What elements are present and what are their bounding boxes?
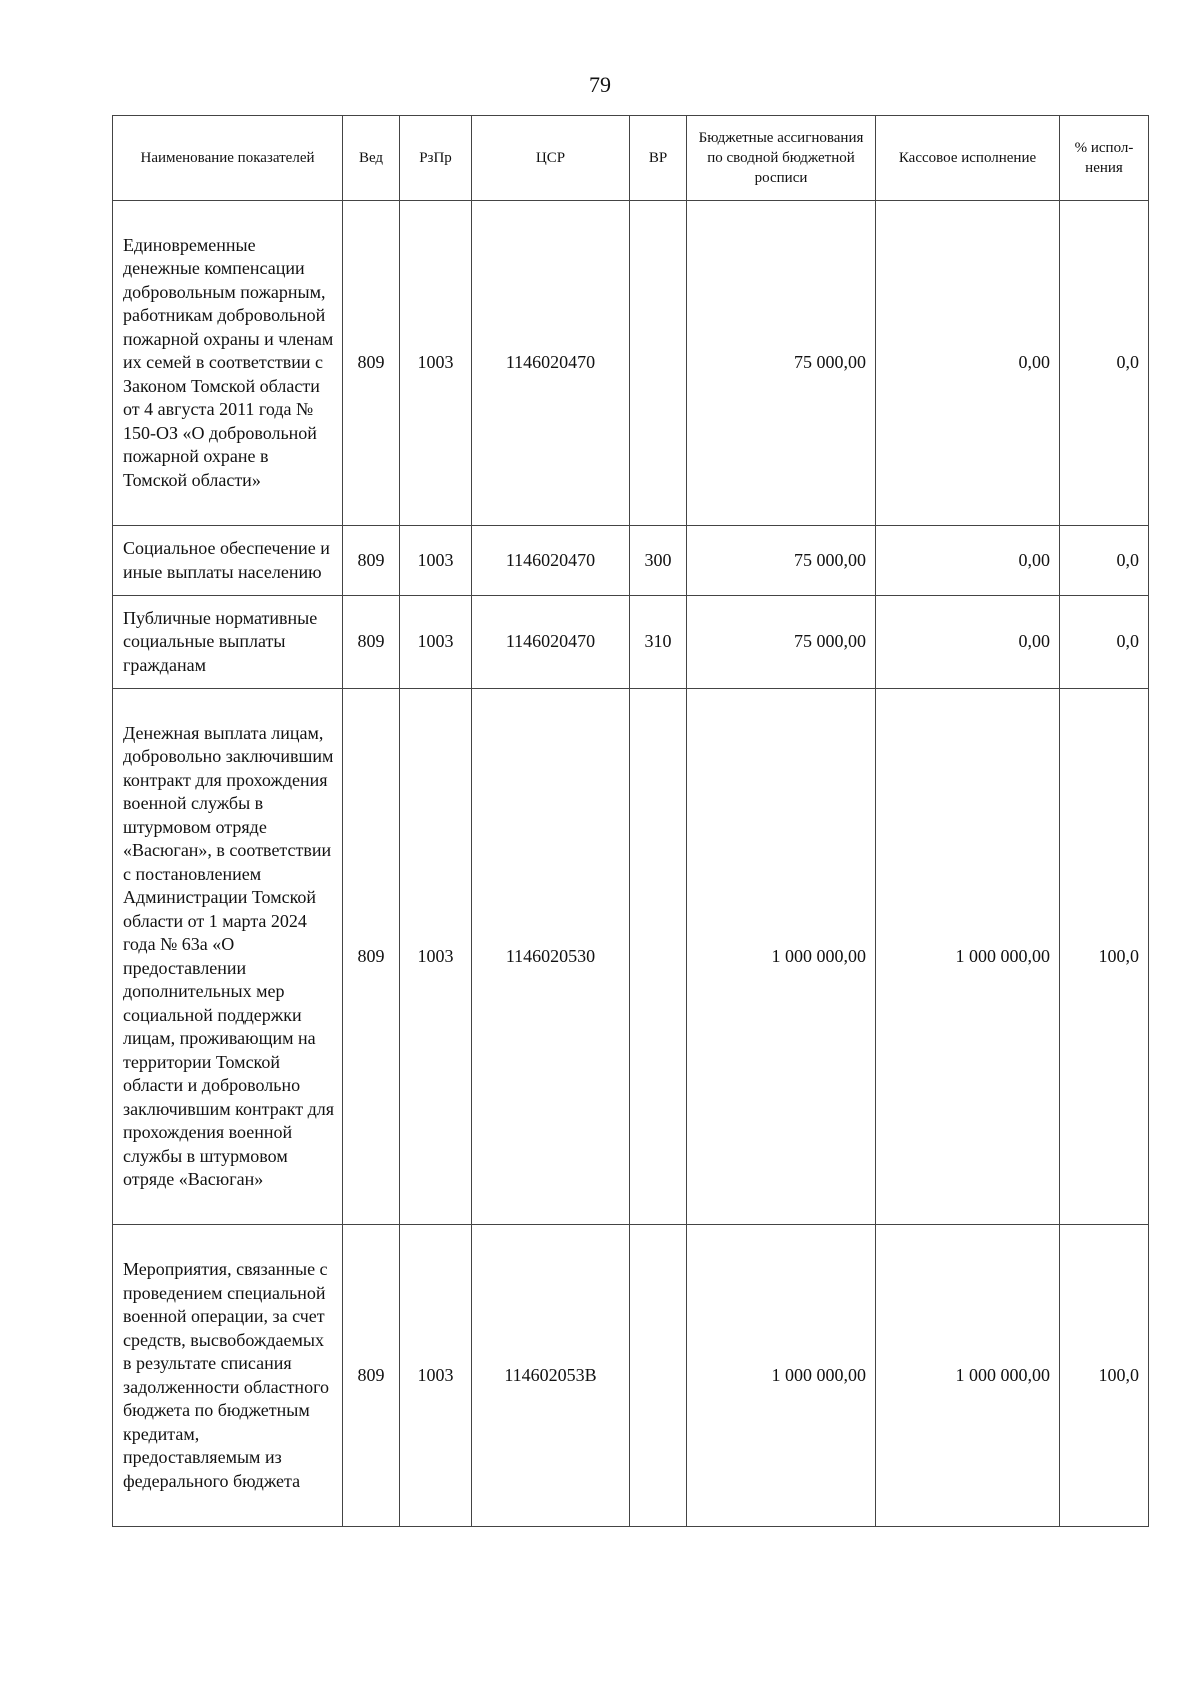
row-name: Публичные нормативные социальные выплаты гражданам (113, 596, 343, 689)
row-rzpr: 1003 (400, 1225, 472, 1527)
page-number: 79 (589, 72, 611, 97)
table-header-row (113, 116, 1149, 201)
row-ved: 809 (343, 526, 400, 596)
row-percent: 0,0 (1060, 201, 1149, 526)
row-assigned: 1 000 000,00 (687, 1225, 876, 1527)
row-assigned: 75 000,00 (687, 201, 876, 526)
row-ved: 809 (343, 689, 400, 1225)
row-csr: 1146020470 (472, 201, 630, 526)
row-rzpr: 1003 (400, 596, 472, 689)
row-vr: 300 (630, 526, 687, 596)
row-vr (630, 201, 687, 526)
row-vr: 310 (630, 596, 687, 689)
row-csr: 114602053В (472, 1225, 630, 1527)
row-executed: 0,00 (876, 596, 1060, 689)
row-assigned: 1 000 000,00 (687, 689, 876, 1225)
header-csr: ЦСР (472, 116, 630, 201)
row-name: Мероприятия, связанные с проведением специальной военной операции, за счет средств, высвобождаемых в результате списания задолженности областного бюджета по бюджетным кредитам, предоставляемым из федерального бюджета (113, 1225, 343, 1527)
row-executed: 0,00 (876, 526, 1060, 596)
header-ved: Вед (343, 116, 400, 201)
row-percent: 100,0 (1060, 689, 1149, 1225)
row-executed: 1 000 000,00 (876, 689, 1060, 1225)
row-rzpr: 1003 (400, 201, 472, 526)
header-percent: % испол-нения (1060, 116, 1149, 201)
row-name: Единовременные денежные компенсации добровольным пожарным, работникам добровольной пожарной охраны и членам их семей в соответствии с Законом Томской области от 4 августа 2011 года № 150-ОЗ «О добровольной пожарной охране в Томской области» (113, 201, 343, 526)
row-name: Денежная выплата лицам, добровольно заключившим контракт для прохождения военной службы в штурмовом отряде «Васюган», в соответствии с постановлением Администрации Томской области от 1 марта 2024 года № 63а «О предоставлении дополнительных мер социальной поддержки лицам, проживающим на территории Томской области и добровольно заключившим контракт для прохождения военной службы в штурмовом отряде «Васюган» (113, 689, 343, 1225)
table-row (113, 1225, 1149, 1527)
row-assigned: 75 000,00 (687, 596, 876, 689)
row-vr (630, 689, 687, 1225)
row-executed: 1 000 000,00 (876, 1225, 1060, 1527)
row-name: Социальное обеспечение и иные выплаты населению (113, 526, 343, 596)
header-rzpr: РзПр (400, 116, 472, 201)
row-ved: 809 (343, 1225, 400, 1527)
row-percent: 0,0 (1060, 526, 1149, 596)
row-executed: 0,00 (876, 201, 1060, 526)
table-row (113, 596, 1149, 689)
row-rzpr: 1003 (400, 689, 472, 1225)
row-ved: 809 (343, 596, 400, 689)
header-vr: ВР (630, 116, 687, 201)
row-rzpr: 1003 (400, 526, 472, 596)
row-csr: 1146020470 (472, 596, 630, 689)
header-assigned: Бюджетные ассигнования по сводной бюджетной росписи (687, 116, 876, 201)
header-name: Наименование показателей (113, 116, 343, 201)
row-csr: 1146020470 (472, 526, 630, 596)
row-csr: 1146020530 (472, 689, 630, 1225)
budget-table (112, 115, 1149, 1527)
row-ved: 809 (343, 201, 400, 526)
row-vr (630, 1225, 687, 1527)
row-percent: 0,0 (1060, 596, 1149, 689)
table-row (113, 526, 1149, 596)
header-executed: Кассовое исполнение (876, 116, 1060, 201)
table-row (113, 689, 1149, 1225)
row-assigned: 75 000,00 (687, 526, 876, 596)
row-percent: 100,0 (1060, 1225, 1149, 1527)
table-row (113, 201, 1149, 526)
